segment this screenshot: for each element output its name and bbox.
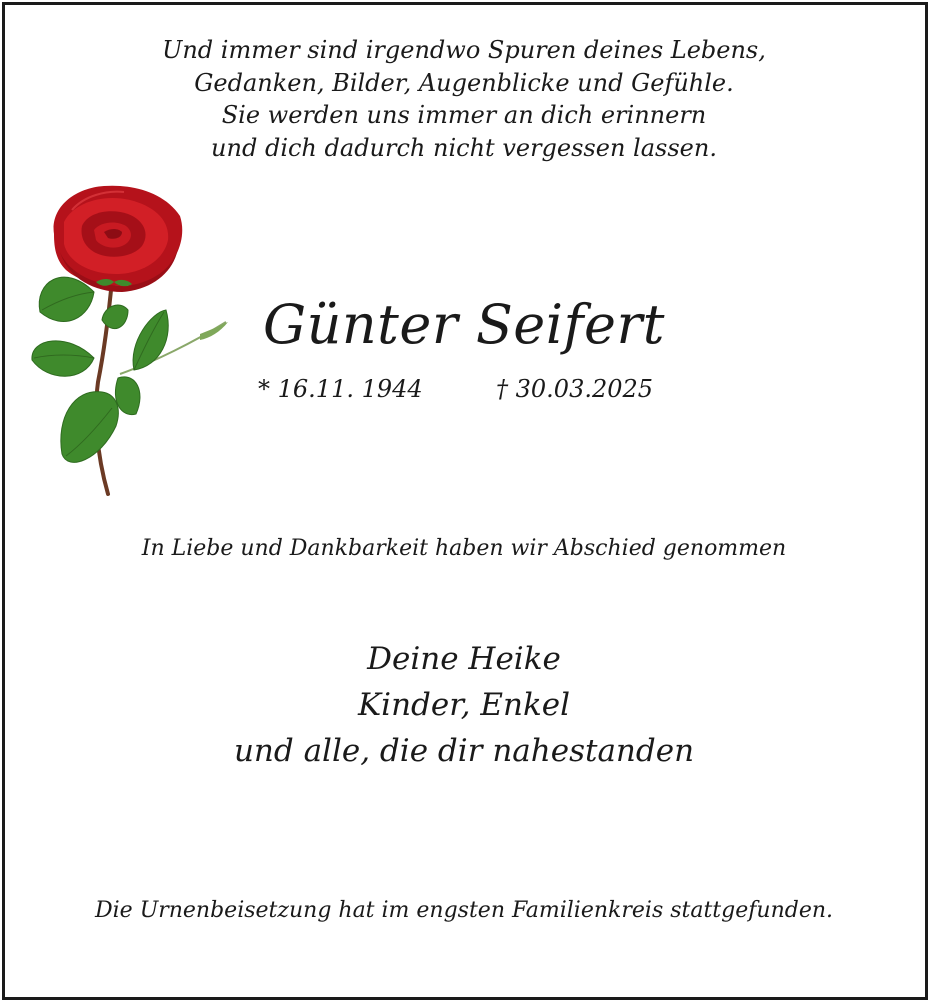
death-date: † 30.03.2025 [496, 375, 654, 403]
farewell-line: In Liebe und Dankbarkeit haben wir Abschied genommen [141, 536, 787, 561]
mourner-line: und alle, die dir nahestanden [233, 733, 695, 769]
birth-date: * 16.11. 1944 [258, 375, 423, 403]
mourners-block [0, 636, 928, 774]
memorial-verse [0, 34, 928, 164]
verse-line: und dich dadurch nicht vergessen lassen. [211, 133, 717, 162]
mourner-line: Kinder, Enkel [358, 687, 570, 723]
verse-line: Gedanken, Bilder, Augenblicke und Gefühle. [194, 68, 734, 97]
mourner-line: Deine Heike [367, 641, 561, 677]
verse-line: Sie werden uns immer an dich erinnern [221, 101, 707, 129]
deceased-name: Günter Seifert [262, 293, 665, 356]
burial-note: Die Urnenbeisetzung hat im engsten Familienkreis stattgefunden. [95, 898, 833, 923]
verse-line: Und immer sind irgendwo Spuren deines Lebens, [162, 36, 766, 64]
